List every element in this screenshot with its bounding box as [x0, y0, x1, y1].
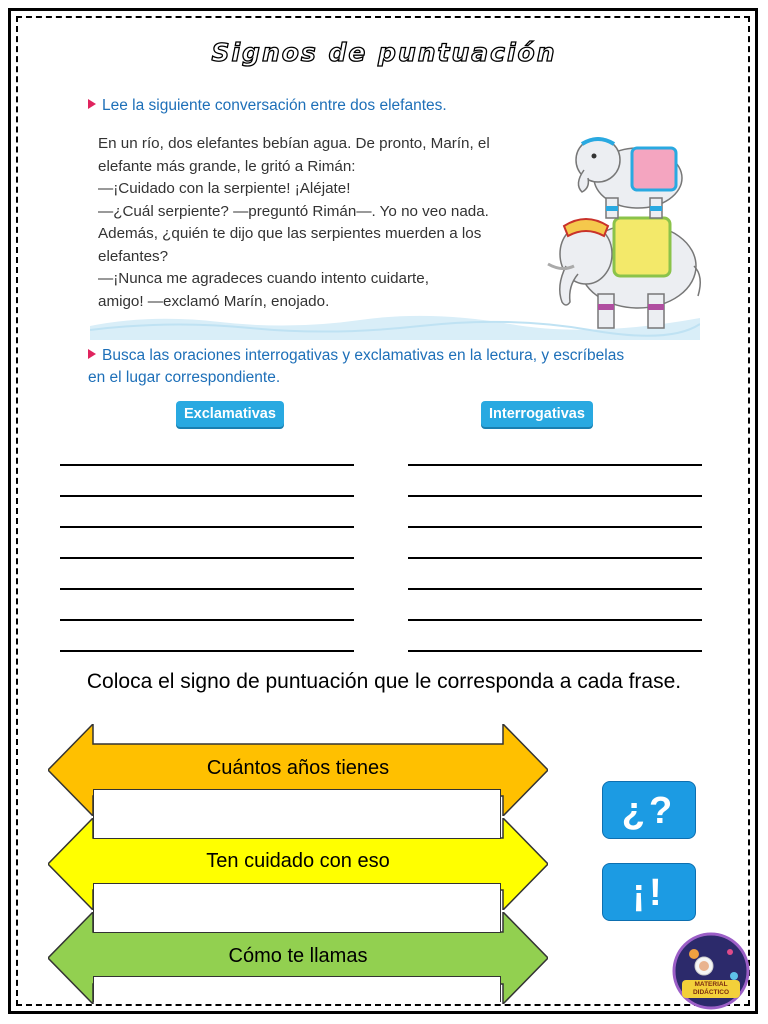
- answer-line[interactable]: [60, 495, 354, 497]
- phrase-arrow-2-text: Ten cuidado con eso: [206, 850, 390, 872]
- material-didactico-logo: [670, 932, 752, 1010]
- answer-box-1[interactable]: [93, 789, 501, 839]
- answer-line[interactable]: [60, 526, 354, 528]
- answer-line[interactable]: [60, 619, 354, 621]
- logo-text: MATERIAL DIDÁCTICO: [692, 981, 730, 996]
- story-line: amigo! —exclamó Marín, enojado.: [98, 292, 330, 310]
- instruction-find-line2: en el lugar correspondiente.: [88, 369, 281, 386]
- answer-line[interactable]: [60, 557, 354, 559]
- answer-line[interactable]: [408, 588, 702, 590]
- answer-line[interactable]: [408, 526, 702, 528]
- exclamation-marks-button[interactable]: ¡!: [602, 863, 696, 921]
- story-line: —¿Cuál serpiente? —preguntó Rimán—. Yo no veo nada.: [98, 202, 489, 220]
- instruction-read-text: Lee la siguiente conversación entre dos elefantes.: [102, 97, 447, 114]
- answer-box-2[interactable]: [93, 883, 501, 933]
- answer-line[interactable]: [60, 650, 354, 652]
- answer-box-3[interactable]: [93, 976, 501, 1002]
- story-line: Además, ¿quién te dijo que las serpientes muerden a los: [98, 225, 482, 242]
- answer-line[interactable]: [60, 464, 354, 466]
- story-line: elefantes?: [98, 247, 169, 265]
- worksheet-title: Signos de puntuación: [211, 38, 557, 67]
- instruction-place-sign: Coloca el signo de puntuación que le corresponda a cada frase.: [86, 670, 682, 693]
- phrase-arrow-3-text: Cómo te llamas: [228, 945, 368, 967]
- answer-line[interactable]: [408, 619, 702, 621]
- answer-line[interactable]: [408, 464, 702, 466]
- answer-line[interactable]: [408, 495, 702, 497]
- story-line: elefante más grande, le gritó a Rimán:: [98, 157, 356, 175]
- story-text: [98, 133, 558, 313]
- answer-line[interactable]: [60, 588, 354, 590]
- instruction-find-line1: Busca las oraciones interrogativas y exclamativas en la lectura, y escríbelas: [102, 347, 625, 364]
- exclamativas-label: Exclamativas: [176, 401, 284, 427]
- story-line: —¡Nunca me agradeces cuando intento cuidarte,: [98, 270, 429, 287]
- phrase-arrow-1-text: Cuántos años tienes: [206, 757, 390, 779]
- elephants-illustration: [538, 126, 708, 336]
- interrogativas-label: Interrogativas: [481, 401, 593, 427]
- answer-line[interactable]: [408, 557, 702, 559]
- instruction-find: [88, 345, 624, 389]
- story-line: —¡Cuidado con la serpiente! ¡Aléjate!: [98, 180, 351, 197]
- triangle-bullet-icon: [88, 349, 96, 359]
- question-marks-button[interactable]: ¿?: [602, 781, 696, 839]
- instruction-read: [88, 97, 447, 115]
- story-line: En un río, dos elefantes bebían agua. De pronto, Marín, el: [98, 135, 490, 152]
- triangle-bullet-icon: [88, 99, 96, 109]
- answer-line[interactable]: [408, 650, 702, 652]
